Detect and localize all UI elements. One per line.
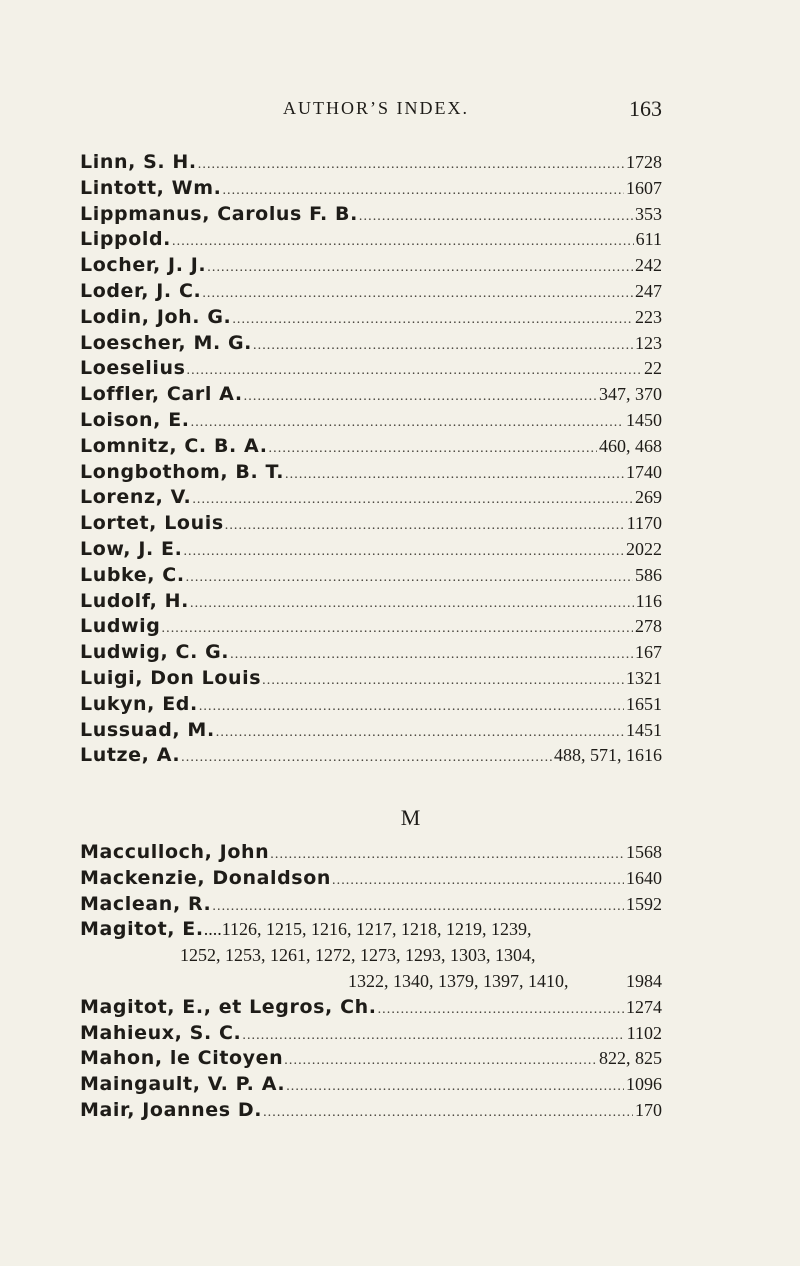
entry-pages: 353 (635, 203, 662, 224)
entry-pages: 1592 (626, 893, 662, 914)
entry-author: Lomnitz, C. B. A. (80, 434, 268, 457)
index-entry (80, 356, 662, 382)
dot-leader (286, 1074, 624, 1098)
dot-leader (332, 868, 624, 892)
entry-pages: 1450 (626, 409, 662, 430)
entry-pages: 1728 (626, 152, 662, 172)
entry-author: Maingault, V. P. A. (80, 1073, 286, 1096)
entry-pages: 170 (635, 1099, 662, 1120)
dot-leader (284, 1048, 597, 1072)
page-number: 163 (629, 96, 662, 121)
dot-leader (186, 565, 633, 589)
entry-author: Mahon, le Citoyen (80, 1047, 284, 1070)
dot-leader (263, 1100, 633, 1124)
index-entry (80, 1021, 662, 1047)
entry-pages: 1451 (626, 719, 662, 740)
entry-pages-continuation (80, 969, 662, 995)
entry-author: Lubke, C. (80, 563, 185, 586)
dot-leader (192, 487, 633, 511)
dot-leader (244, 384, 597, 408)
entry-pages: 278 (635, 616, 662, 637)
entry-pages: 1322, 1340, 1379, 1397, 1410, (348, 970, 569, 991)
entry-pages: 1651 (626, 693, 662, 714)
dot-leader (162, 616, 634, 640)
entry-pages: 242 (635, 255, 662, 276)
index-entry-magitot (80, 917, 662, 943)
entry-author: Macculloch, John (80, 841, 270, 863)
entry-author: Ludolf, H. (80, 589, 189, 612)
index-entry (80, 408, 662, 434)
dot-leader (183, 539, 624, 563)
entry-author: Mair, Joannes D. (80, 1098, 263, 1121)
entry-author: Luigi, Don Louis (80, 666, 262, 689)
entry-pages: 247 (635, 280, 662, 301)
dot-leader (222, 178, 624, 202)
index-entry (80, 866, 662, 892)
index-entry (80, 995, 662, 1021)
entry-pages: ....1126, 1215, 1216, 1217, 1218, 1219, 1239, (203, 919, 532, 940)
running-header (80, 96, 662, 126)
dot-leader (253, 333, 633, 357)
index-entry (80, 666, 662, 692)
index-entry (80, 511, 662, 537)
index-entry (80, 460, 662, 486)
entry-author: Ludwig (80, 615, 161, 638)
entry-author: Mahieux, S. C. (80, 1021, 242, 1044)
dot-leader (212, 894, 624, 918)
entry-pages: 822, 825 (599, 1048, 662, 1069)
entry-pages: 123 (635, 332, 662, 353)
dot-leader (285, 462, 624, 486)
entry-author: Locher, J. J. (80, 254, 207, 277)
entry-pages: 1096 (626, 1074, 662, 1095)
dot-leader (187, 358, 642, 382)
dot-leader (230, 642, 633, 666)
dot-leader (216, 720, 624, 744)
entry-author: Lukyn, Ed. (80, 692, 198, 715)
dot-leader (232, 307, 633, 331)
entry-author: Longbothom, B. T. (80, 460, 285, 483)
section-heading-m (0, 805, 800, 831)
dot-leader (172, 229, 634, 253)
entry-author: Lutze, A. (80, 744, 181, 767)
entry-author: Lippmanus, Carolus F. B. (80, 202, 358, 225)
entry-author: Loison, E. (80, 408, 190, 431)
index-entry (80, 743, 662, 769)
index-section-l (80, 150, 662, 769)
entry-author: Linn, S. H. (80, 151, 197, 173)
entry-pages: 1568 (626, 842, 662, 862)
entry-author: Ludwig, C. G. (80, 641, 230, 664)
entry-pages: 22 (644, 358, 662, 379)
running-title: AUTHOR’S INDEX. (283, 98, 469, 118)
index-entry (80, 150, 662, 176)
dot-leader (191, 410, 624, 434)
entry-pages: 269 (635, 487, 662, 508)
entry-author: Lintott, Wm. (80, 176, 222, 199)
entry-pages-continuation: 1252, 1253, 1261, 1272, 1273, 1293, 1303, 1304, (180, 945, 536, 966)
entry-pages: 1740 (626, 461, 662, 482)
entry-pages: 488, 571, 1616 (554, 745, 662, 766)
index-entry (80, 279, 662, 305)
entry-pages: 1170 (626, 513, 662, 534)
dot-leader (225, 513, 625, 537)
entry-pages-final: 1984 (626, 970, 662, 991)
entry-author: Lippold. (80, 228, 172, 251)
index-entry (80, 892, 662, 918)
dot-leader (262, 668, 624, 692)
dot-leader (199, 694, 624, 718)
index-entry (80, 614, 662, 640)
dot-leader (378, 997, 624, 1021)
index-section-m (80, 840, 662, 1124)
index-entry (80, 718, 662, 744)
dot-leader (242, 1023, 624, 1047)
index-entry (80, 537, 662, 563)
index-entry (80, 253, 662, 279)
entry-author: Lodin, Joh. G. (80, 305, 232, 328)
entry-author: Lortet, Louis (80, 512, 224, 535)
entry-author: Magitot, E. (80, 918, 204, 941)
entry-author: Mackenzie, Donaldson (80, 866, 331, 889)
index-entry (80, 176, 662, 202)
index-entry (80, 227, 662, 253)
entry-author: Lorenz, V. (80, 486, 192, 509)
dot-leader (202, 281, 633, 305)
entry-pages: 1274 (626, 996, 662, 1017)
entry-pages: 586 (635, 564, 662, 585)
section-letter: M (400, 805, 422, 830)
entry-author: Maclean, R. (80, 892, 212, 915)
entry-pages: 1102 (626, 1022, 662, 1043)
entry-author: Magitot, E., et Legros, Ch. (80, 995, 377, 1018)
entry-pages: 223 (635, 306, 662, 327)
entry-pages: 167 (635, 642, 662, 663)
index-entry (80, 692, 662, 718)
dot-leader (190, 591, 634, 615)
entry-pages: 2022 (626, 538, 662, 559)
index-entry (80, 382, 662, 408)
entry-author: Lussuad, M. (80, 718, 215, 741)
entry-author: Low, J. E. (80, 537, 183, 560)
entry-pages: 1640 (626, 867, 662, 888)
index-entry (80, 1072, 662, 1098)
entry-pages: 460, 468 (599, 435, 662, 456)
entry-pages: 611 (635, 229, 662, 250)
entry-author: Loescher, M. G. (80, 331, 252, 354)
index-entry (80, 640, 662, 666)
index-entry (80, 202, 662, 228)
dot-leader (269, 436, 597, 460)
index-entry (80, 840, 662, 866)
entry-author: Loder, J. C. (80, 279, 202, 302)
dot-leader (359, 204, 633, 228)
index-entry (80, 485, 662, 511)
dot-leader (207, 255, 633, 279)
index-entry (80, 563, 662, 589)
index-entry (80, 589, 662, 615)
dot-leader (181, 745, 552, 769)
index-entry (80, 1046, 662, 1072)
index-entry (80, 305, 662, 331)
dot-leader (270, 842, 624, 866)
dot-leader (198, 152, 624, 176)
entry-pages: 1607 (626, 177, 662, 198)
index-entry (80, 434, 662, 460)
index-entry (80, 331, 662, 357)
entry-author: Loffler, Carl A. (80, 383, 243, 406)
index-entry (80, 1098, 662, 1124)
entry-pages: 1321 (626, 667, 662, 688)
entry-author: Loeselius (80, 357, 186, 380)
entry-pages: 116 (635, 590, 662, 611)
entry-pages: 347, 370 (599, 384, 662, 405)
